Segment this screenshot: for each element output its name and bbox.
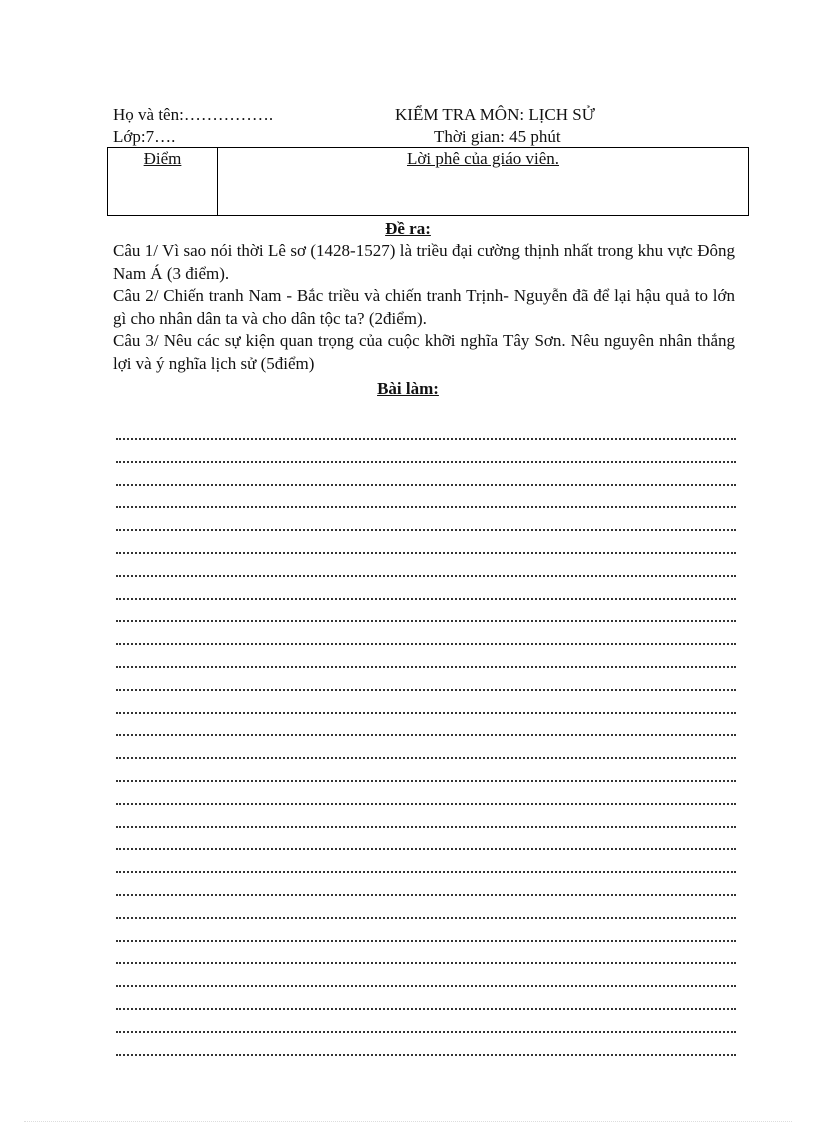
- answer-line[interactable]: [116, 870, 736, 873]
- answer-line[interactable]: [116, 688, 736, 691]
- answer-line[interactable]: [116, 619, 736, 622]
- answer-line[interactable]: [116, 802, 736, 805]
- score-label: Điểm: [143, 149, 182, 168]
- answer-line[interactable]: [116, 779, 736, 782]
- answer-line[interactable]: [116, 551, 736, 554]
- answer-line[interactable]: [116, 665, 736, 668]
- comment-cell[interactable]: [218, 148, 749, 216]
- class-label: Lớp:7….: [113, 127, 176, 146]
- answer-line[interactable]: [116, 597, 736, 600]
- answer-line[interactable]: [116, 733, 736, 736]
- answer-line[interactable]: [116, 528, 736, 531]
- answer-line[interactable]: [116, 483, 736, 486]
- answer-line[interactable]: [116, 984, 736, 987]
- name-label: Họ và tên:…………….: [113, 105, 274, 124]
- answer-line[interactable]: [116, 460, 736, 463]
- score-cell[interactable]: [108, 148, 218, 216]
- answer-line[interactable]: [116, 961, 736, 964]
- answer-line[interactable]: [116, 1030, 736, 1033]
- question-1: Câu 1/ Vì sao nói thời Lê sơ (1428-1527) là triều đại cường thịnh nhất trong khu vực Đông Nam Á (3 điểm).: [113, 241, 735, 283]
- answer-line[interactable]: [116, 1053, 736, 1056]
- answer-line[interactable]: [116, 847, 736, 850]
- answer-line[interactable]: [116, 574, 736, 577]
- answer-heading: Bài làm:: [377, 379, 439, 398]
- time-label: Thời gian: 45 phút: [434, 127, 561, 146]
- answer-line[interactable]: [116, 825, 736, 828]
- answer-line[interactable]: [116, 916, 736, 919]
- question-3: Câu 3/ Nêu các sự kiện quan trọng của cuộc khỡi nghĩa Tây Sơn. Nêu nguyên nhân thắng lợi và ý nghĩa lịch sử (5điểm): [113, 331, 735, 373]
- answer-line[interactable]: [116, 893, 736, 896]
- answer-line[interactable]: [116, 505, 736, 508]
- page-edge-divider: [24, 1120, 792, 1122]
- exam-heading: Đề ra:: [385, 219, 431, 238]
- answer-line[interactable]: [116, 711, 736, 714]
- comment-label: Lời phê của giáo viên.: [406, 149, 560, 168]
- answer-line[interactable]: [116, 1007, 736, 1010]
- answer-line[interactable]: [116, 642, 736, 645]
- answer-line[interactable]: [116, 756, 736, 759]
- grade-box: [107, 147, 749, 216]
- answer-line[interactable]: [116, 939, 736, 942]
- answer-line[interactable]: [116, 437, 736, 440]
- exam-title: KIỂM TRA MÔN: LỊCH SỬ: [395, 105, 595, 124]
- question-2: Câu 2/ Chiến tranh Nam - Bắc triều và chiến tranh Trịnh- Nguyễn đã để lại hậu quả to lớn gì cho nhân dân ta và cho dân tộc ta? (2điểm).: [113, 286, 735, 328]
